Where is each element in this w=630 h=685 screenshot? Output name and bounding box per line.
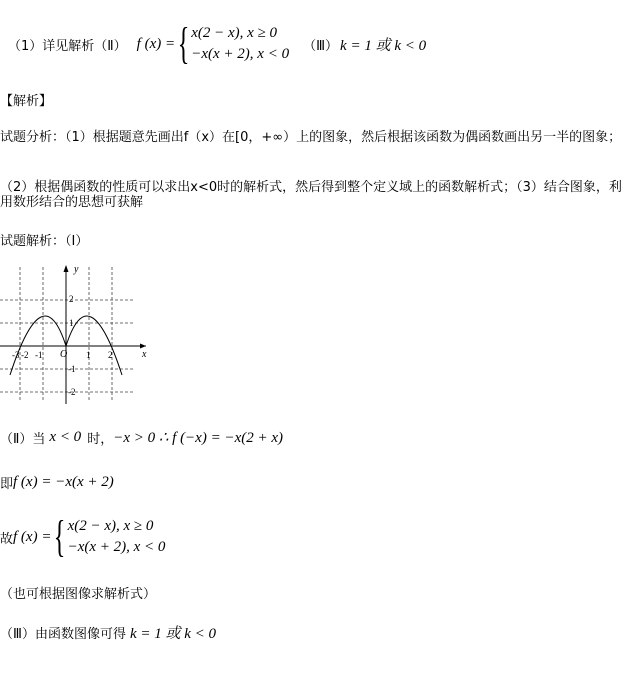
y-axis-label: y — [74, 264, 79, 275]
answer-line — [8, 19, 427, 68]
grid — [0, 267, 135, 400]
step4-case2: −x(x + 2), x < 0 — [67, 539, 166, 555]
y-tick: 2 — [69, 294, 74, 304]
function-graph — [0, 262, 152, 407]
answer-piecewise — [175, 19, 290, 68]
step2-mid: 时， — [87, 432, 114, 447]
step4-case1: x(2 − x), x ≥ 0 — [67, 518, 154, 534]
step2-prefix: （Ⅱ）当 — [0, 432, 46, 447]
x-tick: -3 — [12, 350, 20, 360]
step2-line — [0, 428, 283, 447]
step4-line — [0, 512, 166, 561]
step2-expr: −x > 0 ∴ f (−x) = −x(2 + x) — [113, 430, 284, 446]
step3-expr: f (x) = −x(x + 2) — [13, 474, 114, 490]
axes — [0, 266, 146, 404]
x-tick: 1 — [86, 350, 91, 360]
x-tick: -2 — [21, 350, 29, 360]
step3-prefix: 即 — [0, 477, 14, 492]
step2-cond: x < 0 — [49, 429, 82, 445]
solution-heading: 试题解析：（Ⅰ） — [0, 234, 89, 249]
y-tick: -1 — [68, 364, 76, 374]
answer-k: k = 1 或 k < 0 — [340, 37, 427, 54]
step5-prefix: （Ⅲ）由函数图像可得 — [0, 627, 126, 642]
x-tick: 2 — [108, 350, 113, 360]
answer-part3: （Ⅲ） — [303, 38, 339, 54]
step4-f-lhs: f (x) = — [13, 528, 52, 545]
analysis-para1: 试题分析：（1）根据题意先画出f（x）在[0，+∞）上的图象，然后根据该函数为偶函数画出另一半的图象； — [0, 130, 622, 145]
x-tick: -1 — [35, 350, 43, 360]
answer-f-lhs: f (x) = — [136, 35, 176, 52]
answer-case1: x(2 − x), x ≥ 0 — [191, 25, 278, 41]
step5-line — [0, 622, 216, 643]
step4-prefix: 故 — [0, 531, 14, 547]
step3-line — [0, 473, 114, 492]
y-tick: -2 — [68, 387, 76, 397]
brace-symbol: { — [54, 512, 66, 561]
brace-symbol: { — [177, 19, 190, 68]
step4-piecewise — [51, 512, 166, 561]
answer-case2: −x(x + 2), x < 0 — [191, 46, 290, 62]
analysis-para2: （2）根据偶函数的性质可以求出x<0时的解析式，然后得到整个定义域上的函数解析式；（3）结合图象，利用数形结合的思想可获解 — [0, 180, 622, 210]
y-tick: 1 — [69, 318, 74, 328]
x-axis-arrow — [140, 344, 146, 349]
step5-expr: k = 1 或 k < 0 — [129, 626, 217, 642]
analysis-heading: 【解析】 — [0, 94, 53, 109]
x-axis-label: x — [142, 349, 147, 360]
note-line: （也可根据图像求解析式） — [0, 587, 157, 602]
y-axis-arrow — [64, 265, 69, 272]
answer-part1: （1）详见解析（Ⅱ） — [8, 38, 127, 54]
origin-label: O — [60, 349, 68, 360]
